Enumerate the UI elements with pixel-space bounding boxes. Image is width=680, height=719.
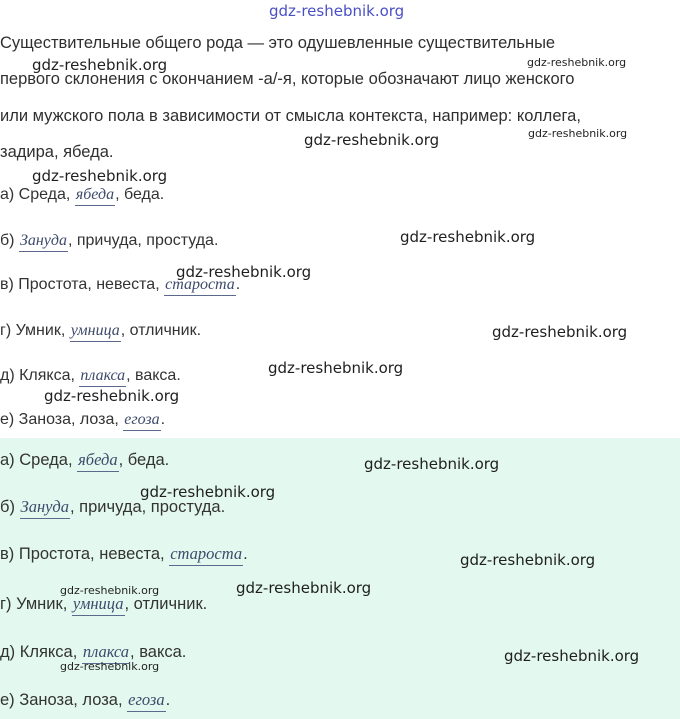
item-v-word: староста [164, 276, 236, 296]
watermark: gdz-reshebnik.org [32, 56, 168, 74]
watermark: gdz-reshebnik.org [504, 647, 640, 665]
item-e-word: егоза [123, 411, 160, 431]
watermark: gdz-reshebnik.org [176, 263, 312, 281]
item-b-word: Зануда [19, 232, 68, 252]
answer-d-suffix: , вакса. [130, 643, 187, 661]
answer-e-prefix: е) Заноза, лоза, [0, 691, 128, 709]
item-d-suffix: , вакса. [126, 367, 181, 384]
answer-g-word: умница [72, 594, 125, 616]
watermark: gdz-reshebnik.org [400, 228, 536, 246]
item-b-prefix: б) [0, 232, 19, 249]
answer-b-word: Зануда [20, 497, 70, 519]
watermark: gdz-reshebnik.org [44, 387, 180, 405]
item-a-word: ябеда [75, 186, 115, 206]
item-b-suffix: , причуда, простуда. [67, 232, 219, 249]
answer-item-a [0, 450, 169, 470]
item-a-suffix: , беда. [115, 186, 165, 203]
answer-g-prefix: г) Умник, [0, 595, 72, 613]
answer-item-g [0, 594, 207, 614]
answer-item-e [0, 690, 170, 710]
item-g-suffix: , отличник. [120, 322, 202, 339]
paragraph-line-2: первого склонения с окончанием -а/-я, которые обозначают лицо женского [0, 70, 575, 88]
item-d-prefix: д) Клякса, [0, 367, 80, 384]
watermark: gdz-reshebnik.org [492, 323, 628, 341]
watermark: gdz-reshebnik.org [460, 551, 596, 569]
answer-d-prefix: д) Клякса, [0, 643, 82, 661]
answer-a-suffix: , беда. [118, 451, 170, 469]
paragraph-line-3: или мужского пола в зависимости от смысла контекста, например: коллега, [0, 107, 581, 125]
list-item-b [0, 232, 218, 250]
answer-v-word: староста [169, 544, 243, 566]
watermark: gdz-reshebnik.org [60, 584, 160, 597]
answer-d-word: плакса [82, 642, 130, 664]
item-v-suffix: . [235, 276, 241, 293]
watermark: gdz-reshebnik.org [304, 131, 440, 149]
answer-v-suffix: . [243, 545, 248, 563]
answer-a-prefix: а) Среда, [0, 451, 78, 469]
paragraph-line-4: задира, ябеда. [0, 143, 114, 161]
watermark: gdz-reshebnik.org [268, 359, 404, 377]
answer-e-word: егоза [127, 690, 165, 712]
answer-a-word: ябеда [77, 450, 118, 472]
answer-e-suffix: . [165, 691, 171, 709]
watermark: gdz-reshebnik.org [528, 127, 628, 140]
watermark: gdz-reshebnik.org [236, 579, 372, 597]
watermark: gdz-reshebnik.org [140, 483, 276, 501]
watermark: gdz-reshebnik.org [364, 455, 500, 473]
list-item-g [0, 322, 201, 340]
item-a-prefix: а) Среда, [0, 186, 75, 203]
paragraph-line-1: Существительные общего рода — это одушевленные существительные [0, 34, 556, 52]
answer-g-suffix: , отличник. [124, 595, 208, 613]
answer-item-v [0, 544, 248, 564]
watermark-top: gdz-reshebnik.org [269, 2, 405, 20]
answer-item-d [0, 642, 186, 662]
list-item-a [0, 186, 164, 204]
list-item-d [0, 367, 181, 385]
answer-b-prefix: б) [0, 498, 20, 516]
item-e-prefix: е) Заноза, лоза, [0, 411, 124, 428]
item-d-word: плакса [79, 367, 126, 387]
item-e-suffix: . [160, 411, 166, 428]
list-item-e [0, 411, 165, 429]
item-g-word: умница [70, 322, 121, 342]
watermark: gdz-reshebnik.org [32, 167, 168, 185]
watermark: gdz-reshebnik.org [60, 660, 160, 673]
watermark: gdz-reshebnik.org [527, 56, 627, 69]
answer-b-suffix: , причуда, простуда. [70, 498, 226, 516]
answer-v-prefix: в) Простота, невеста, [0, 545, 170, 563]
item-v-prefix: в) Простота, невеста, [0, 276, 165, 293]
item-g-prefix: г) Умник, [0, 322, 70, 339]
